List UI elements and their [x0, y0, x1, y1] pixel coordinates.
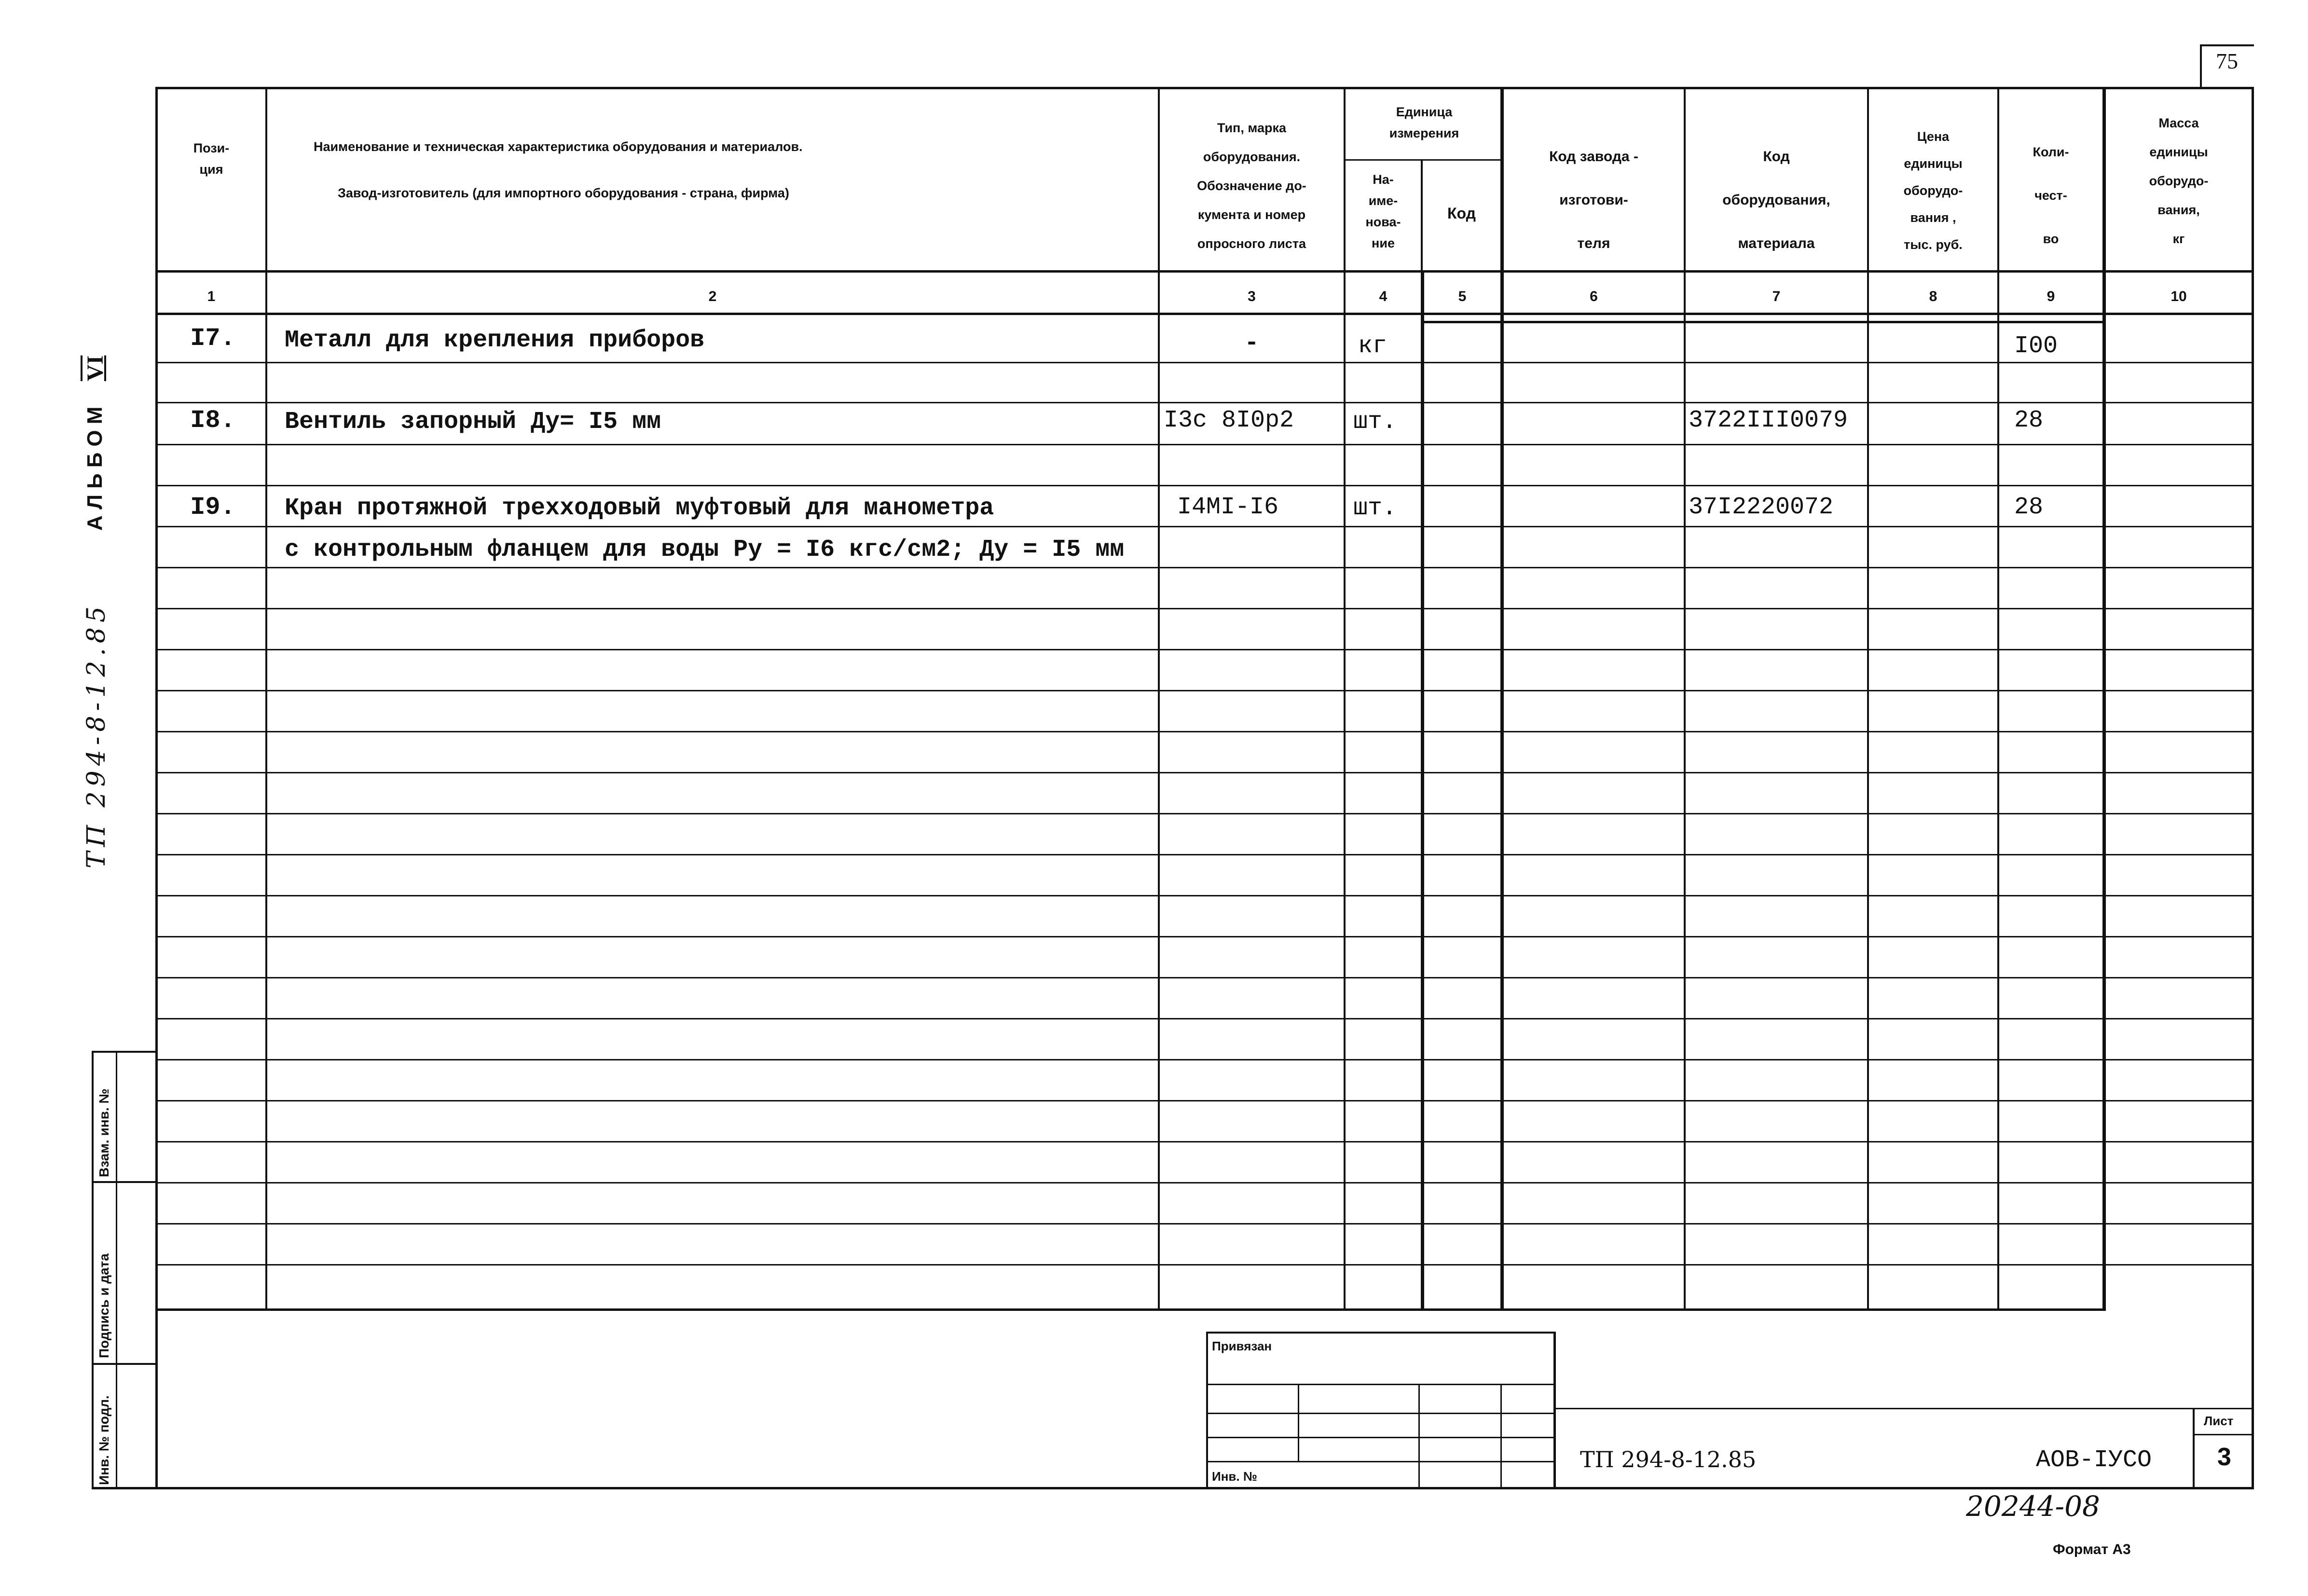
- column-number-9: 9: [2047, 289, 2055, 304]
- row-unit: шт.: [1353, 408, 1397, 436]
- row-position: I9.: [190, 493, 235, 522]
- header-equipment-code: Код оборудования, материала: [1722, 149, 1830, 251]
- row-name: Вентиль запорный Ду= I5 мм: [285, 408, 661, 436]
- header-factory-code: Код завода - изготови- теля: [1549, 149, 1638, 251]
- row-type: I4MI-I6: [1177, 494, 1279, 521]
- header-quantity: Коли- чест- во: [2033, 145, 2069, 246]
- header-name-line2: Завод-изготовитель (для импортного оборудования - страна, фирма): [338, 186, 789, 200]
- column-number-7: 7: [1772, 289, 1781, 304]
- format-label: Формат А3: [2053, 1541, 2131, 1557]
- stamp-doc-mark: АОВ-IУСО: [2036, 1446, 2152, 1474]
- stamp-replaced-inv: Взам. инв. №: [96, 1088, 111, 1177]
- column-number-4: 4: [1379, 289, 1388, 304]
- stamp-privyazan: Привязан: [1212, 1339, 1272, 1353]
- stamp-signature-date: Подпись и дата: [96, 1253, 111, 1358]
- row-name: Металл для крепления приборов: [285, 327, 705, 354]
- row-name-continued: с контрольным фланцем для воды Ру = I6 кгс/см2; Ду = I5 мм: [285, 536, 1125, 564]
- page-number: 75: [2216, 49, 2238, 73]
- stamp-inv-no: Инв. №: [1212, 1469, 1257, 1484]
- column-number-10: 10: [2171, 289, 2187, 304]
- column-number-2: 2: [708, 289, 717, 304]
- stamp-sheet-number: 3: [2217, 1443, 2231, 1471]
- row-unit: кг: [1358, 332, 1388, 360]
- row-position: I7.: [190, 324, 235, 353]
- header-unit-group: Единица измерения: [1389, 105, 1459, 140]
- row-name: Кран протяжной трехходовый муфтовый для манометра: [285, 495, 994, 522]
- header-unit-code: Код: [1447, 205, 1476, 222]
- row-quantity: I00: [2014, 332, 2058, 360]
- stamp-sheet-label: Лист: [2204, 1414, 2234, 1428]
- column-number-3: 3: [1248, 289, 1256, 304]
- stamp-doc-code: ТП 294-8-12.85: [1580, 1446, 1757, 1472]
- header-position: Пози- ция: [193, 141, 230, 177]
- row-quantity: 28: [2014, 407, 2044, 434]
- column-number-6: 6: [1590, 289, 1598, 304]
- row-type: I3c 8I0p2: [1164, 407, 1294, 434]
- row-quantity: 28: [2014, 494, 2044, 521]
- album-label: АЛЬБОМ: [83, 400, 107, 531]
- row-equipment-code: 3722III0079: [1689, 407, 1848, 434]
- header-name-line1: Наименование и техническая характеристика оборудования и материалов.: [314, 139, 803, 154]
- header-unit-name: На- име- нова- ние: [1365, 172, 1401, 250]
- header-price: Цена единицы оборудо- вания , тыс. руб.: [1903, 129, 1963, 252]
- stamp-original-inv: Инв. № подл.: [96, 1395, 111, 1485]
- column-number-8: 8: [1929, 289, 1937, 304]
- column-number-1: 1: [207, 289, 216, 304]
- row-type: -: [1244, 330, 1259, 357]
- handwritten-registration-number: 20244-08: [1966, 1490, 2100, 1523]
- row-unit: шт.: [1353, 495, 1397, 522]
- project-code-vertical: ТП 294-8-12.85: [82, 602, 111, 868]
- header-type: Тип, марка оборудования. Обозначение до- кумента и номер опросного листа: [1197, 121, 1306, 251]
- column-number-5: 5: [1458, 289, 1467, 304]
- header-mass: Масса единицы оборудо- вания, кг: [2149, 116, 2209, 246]
- album-number: VI: [82, 355, 108, 381]
- row-position: I8.: [190, 406, 235, 435]
- row-equipment-code: 37I2220072: [1689, 494, 1834, 521]
